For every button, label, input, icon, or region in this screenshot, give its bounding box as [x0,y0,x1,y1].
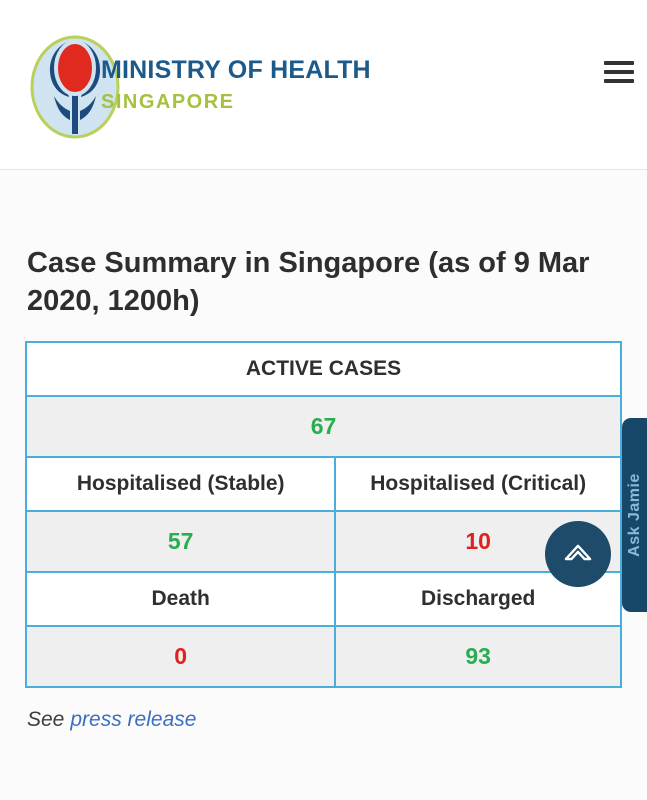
table-row-outcome-labels [26,572,621,626]
table-row-active-header [26,342,621,396]
brand-name: MINISTRY OF HEALTH [101,56,371,84]
page-title: Case Summary in Singapore (as of 9 Mar 2020, 1200h) [27,247,590,317]
death-value: 0 [26,626,335,687]
table-row-outcome-values [26,626,621,687]
hamburger-icon [604,61,634,83]
press-release-link[interactable]: press release [70,708,197,731]
hospitalised-stable-value: 57 [26,511,335,572]
table-row-hospitalised-labels [26,457,621,511]
chevron-up-icon [556,531,600,578]
brand-text [101,56,371,114]
death-label: Death [26,572,335,626]
brand-country: SINGAPORE [101,91,235,113]
hospitalised-stable-label: Hospitalised (Stable) [26,457,335,511]
case-summary-table [25,341,622,688]
ask-jamie-label: Ask Jamie [625,473,643,557]
discharged-label: Discharged [335,572,621,626]
main-content [0,244,647,732]
hospitalised-critical-value: 10 [335,511,621,572]
discharged-value: 93 [335,626,621,687]
hospitalised-critical-label: Hospitalised (Critical) [335,457,621,511]
site-header [0,0,647,170]
press-release-line [27,708,622,732]
moh-tulip-logo-icon [29,127,121,144]
table-row-active-total [26,396,621,457]
table-row-hospitalised-values [26,511,621,572]
active-cases-header: ACTIVE CASES [26,342,621,396]
active-cases-total: 67 [26,396,621,457]
ask-jamie-tab[interactable] [622,418,647,612]
menu-button[interactable] [602,54,636,90]
scroll-to-top-button[interactable] [545,521,611,587]
see-label: See [27,708,65,731]
